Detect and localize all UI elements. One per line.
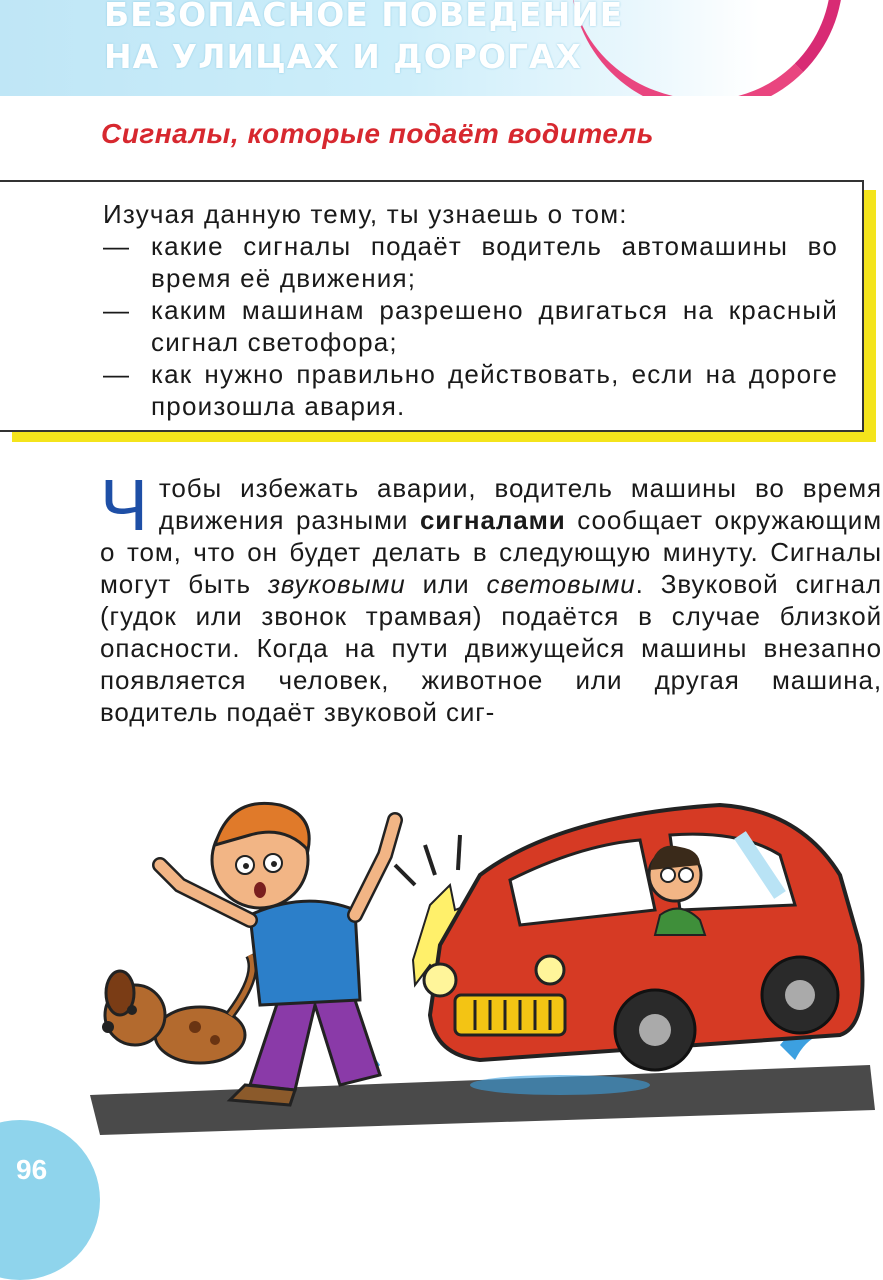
chapter-header [0,0,883,96]
road-shape [90,1065,875,1135]
learning-goals-box [0,180,864,432]
goal-item [103,230,838,294]
illustration-car-boy-dog [80,765,883,1145]
goal-dash: — [103,231,131,261]
term-signals: сигналами [419,505,566,535]
term-light: световыми [486,569,636,599]
dog-icon [102,955,253,1063]
chapter-title [104,0,664,78]
goal-text: каким машинам разрешено двигаться на красный сигнал светофора; [151,295,838,357]
body-text-part2: сообщает окружающим о том, что он будет делать в следующую минуту. Сигналы могут быть [100,505,882,599]
chapter-title-line2: НА УЛИЦАХ И ДОРОГАХ [104,37,583,76]
car-icon [424,805,863,1070]
body-text-part3: или [405,569,487,599]
goal-text: какие сигналы подаёт водитель автомашины во время её движения; [151,231,838,293]
goal-dash: — [103,295,131,325]
drop-cap: Ч [100,466,149,546]
goal-text: как нужно правильно действовать, если на дороге произошла авария. [151,359,838,421]
chapter-title-line1: БЕЗОПАСНОЕ ПОВЕДЕНИЕ [104,0,624,34]
term-sound: звуковыми [267,569,406,599]
page-number: 96 [16,1154,48,1185]
section-title: Сигналы, которые подаёт водитель [101,118,654,149]
goals-intro: Изучая данную тему, ты узнаешь о том: [103,199,628,229]
goal-dash: — [103,359,131,389]
body-text-part1: тобы избежать аварии, водитель машины во время движения разными [158,473,882,535]
body-paragraph [100,466,883,728]
body-text-part4: . Звуковой сигнал (гудок или звонок трамвая) подаётся в случае близкой опасности. Когда на пути движущейся машины внезапно появляется человек, животное или другая машина, водитель подаёт звуковой сиг- [100,569,883,727]
goal-item [103,294,838,358]
goal-item [103,358,838,422]
